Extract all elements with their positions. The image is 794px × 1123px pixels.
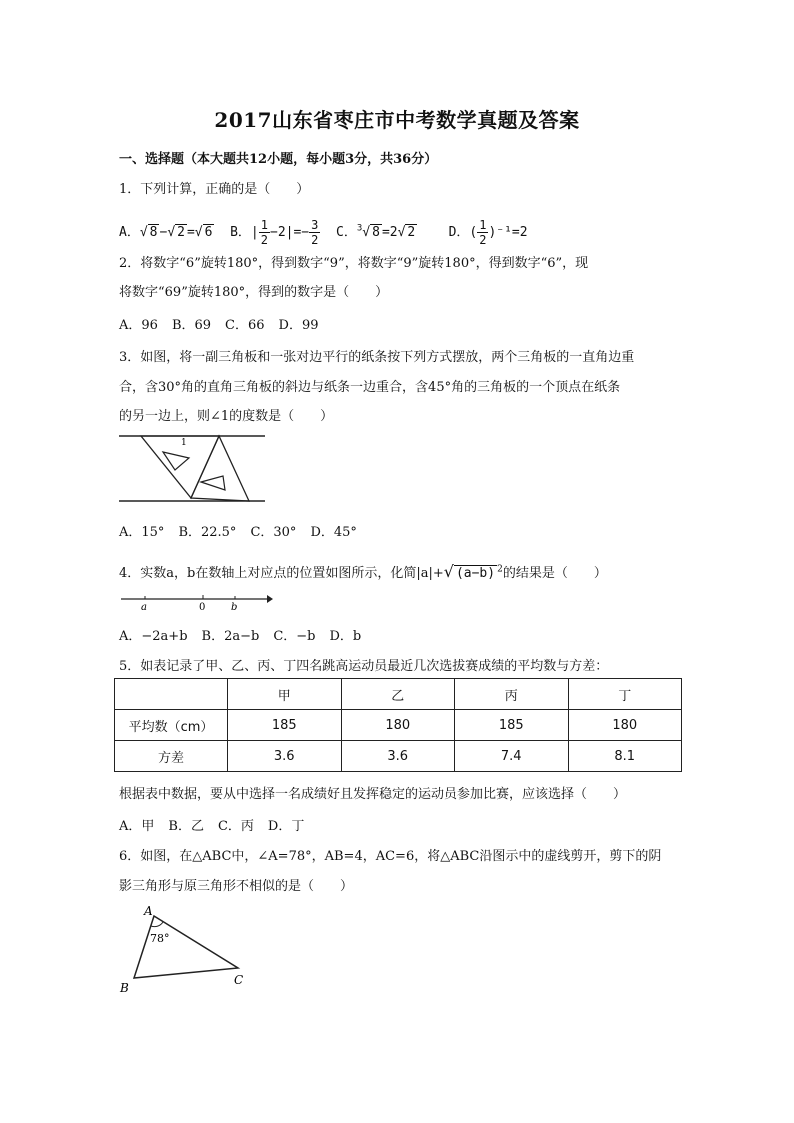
q6-line2: 影三角形与原三角形不相似的是（ ）	[119, 879, 354, 894]
set-square-30	[141, 436, 219, 498]
q3-line1: 3．如图，将一副三角板和一张对边平行的纸条按下列方式摆放，两个三角板的一直角边重	[119, 350, 635, 365]
q1-a-radicand1: 8	[149, 225, 158, 240]
q2-option-d: D．99	[278, 318, 319, 333]
q1-b-label: B．|	[230, 225, 259, 240]
table-cell: 8.1	[568, 741, 682, 772]
q3-option-a: A．15°	[119, 525, 165, 540]
q2-option-a: A．96	[119, 318, 158, 333]
q3-option-d: D．45°	[310, 525, 357, 540]
q4-option-c: C．−b	[273, 629, 316, 644]
table-header-row	[115, 679, 682, 710]
table-header-jia: 甲	[228, 679, 342, 710]
vertex-c-label: C	[234, 973, 244, 987]
table-header-yi: 乙	[341, 679, 455, 710]
q1-c-radicand2: 2	[407, 225, 416, 240]
table-row	[115, 710, 682, 741]
q6-line1: 6．如图，在△ABC中，∠A=78°，AB=4，AC=6，将△ABC沿图示中的虚线剪开，剪下的阴	[119, 849, 662, 864]
row-label-mean: 平均数（cm）	[115, 710, 228, 741]
set-square-45	[191, 436, 249, 501]
q4-stem-pre: 4．实数a，b在数轴上对应点的位置如图所示，化简|a|+	[119, 566, 444, 581]
q1-a-label: A．	[119, 225, 140, 240]
angle-a-arc	[151, 922, 163, 927]
table-cell: 180	[341, 710, 455, 741]
q4-number-line	[119, 590, 274, 612]
triangle-abc	[134, 916, 238, 978]
table-header-bing: 丙	[455, 679, 569, 710]
q1-c-label: C．	[336, 225, 357, 240]
page-title: 2017山东省枣庄市中考数学真题及答案	[214, 108, 580, 132]
q1-d-frac	[477, 218, 488, 247]
q1-a-equals: =	[186, 225, 195, 240]
table-cell: 3.6	[341, 741, 455, 772]
table-header-ding: 丁	[568, 679, 682, 710]
table-cell: 185	[455, 710, 569, 741]
q1-d-frac-num: 1	[479, 218, 487, 232]
table-cell: 185	[228, 710, 342, 741]
q4-radicand: (a−b)	[455, 566, 496, 581]
q5-option-b: B．乙	[168, 819, 204, 834]
q4-option-b: B．2a−b	[201, 629, 260, 644]
q5-option-c: C．丙	[217, 819, 254, 834]
q1-a-radicand3: 6	[204, 225, 213, 240]
table-cell: 7.4	[455, 741, 569, 772]
q1-options: A．√ 8 −√ 2 =√ 6 B．| $\frac{1}{2}$ −2|=− $\frac{3}{2}$ C．$^3$√ 8 =2√ 2 D．( $\frac{1}{2}$ )⁻¹=2	[119, 218, 528, 247]
q2-options	[119, 314, 333, 333]
q2-line2: 将数字“69”旋转180°，得到的数字是（ ）	[119, 285, 389, 300]
q4-stem	[119, 562, 607, 581]
q1-b-frac1	[259, 218, 270, 247]
table-corner-cell	[115, 679, 228, 710]
q5-option-d: D．丁	[267, 819, 305, 834]
angle-a-value: 78°	[150, 932, 170, 945]
q5-score-table	[114, 678, 682, 772]
point-b-label: b	[231, 602, 238, 612]
q1-d-tail: )⁻¹=2	[488, 225, 528, 240]
number-line-arrow	[267, 595, 273, 603]
q3-option-b: B．22.5°	[178, 525, 237, 540]
q3-option-c: C．30°	[250, 525, 297, 540]
q5-stem: 5．如表记录了甲、乙、丙、丁四名跳高运动员最近几次选拔赛成绩的平均数与方差：	[119, 659, 609, 674]
vertex-b-label: B	[120, 981, 129, 995]
q3-options	[119, 521, 371, 540]
vertex-a-label: A	[144, 904, 153, 918]
q1-a-minus: −	[159, 225, 168, 240]
q1-d-frac-den: 2	[479, 233, 487, 247]
q1-b-mid: −2|=−	[270, 225, 310, 240]
q4-options	[119, 625, 375, 644]
angle-1-label: 1	[181, 438, 187, 448]
q3-line2: 合，含30°角的直角三角板的斜边与纸条一边重合，含45°角的三角板的一个顶点在纸条	[119, 380, 621, 395]
row-label-variance: 方差	[115, 741, 228, 772]
q5-after-table: 根据表中数据，要从中选择一名成绩好且发挥稳定的运动员参加比赛，应该选择（ ）	[119, 787, 627, 802]
point-a-label: a	[141, 602, 147, 612]
q6-triangle-figure	[114, 902, 254, 997]
q1-c-radicand: 8	[372, 225, 380, 240]
q1-c-index: 3	[356, 223, 363, 234]
q1-a-radicand2: 2	[177, 225, 185, 240]
q1-b-frac1-den: 2	[260, 233, 268, 247]
q2-option-c: C．66	[225, 318, 265, 333]
q4-option-a: A．−2a+b	[119, 629, 188, 644]
q2-option-b: B．69	[171, 318, 212, 333]
q1-b-frac2-den: 2	[311, 233, 319, 247]
q4-option-d: D．b	[329, 629, 362, 644]
q4-radical-sign: √	[443, 562, 454, 581]
table-cell: 3.6	[228, 741, 342, 772]
q3-figure	[119, 428, 269, 508]
q5-options	[119, 815, 318, 834]
table-row	[115, 741, 682, 772]
q2-line1: 2．将数字“6”旋转180°，得到数字“9”，将数字“9”旋转180°，得到数字“6”，现	[119, 256, 589, 271]
q1-d-label: D．(	[448, 225, 478, 240]
set-square-45-inner	[201, 476, 225, 490]
q1-b-frac2-num: 3	[311, 218, 319, 232]
q4-exponent: 2	[497, 564, 503, 575]
q1-c-equals: =2	[381, 225, 398, 240]
q1-b-frac1-num: 1	[260, 218, 268, 232]
q1-stem: 1．下列计算，正确的是（ ）	[119, 182, 310, 197]
table-cell: 180	[568, 710, 682, 741]
q1-b-frac2	[309, 218, 320, 247]
q5-option-a: A．甲	[119, 819, 155, 834]
q3-line3: 的另一边上，则∠1的度数是（ ）	[119, 409, 334, 424]
point-0-label: 0	[199, 602, 206, 612]
section-heading: 一、选择题（本大题共12小题，每小题3分，共36分）	[119, 152, 438, 167]
q4-stem-post: 的结果是（ ）	[502, 566, 607, 581]
